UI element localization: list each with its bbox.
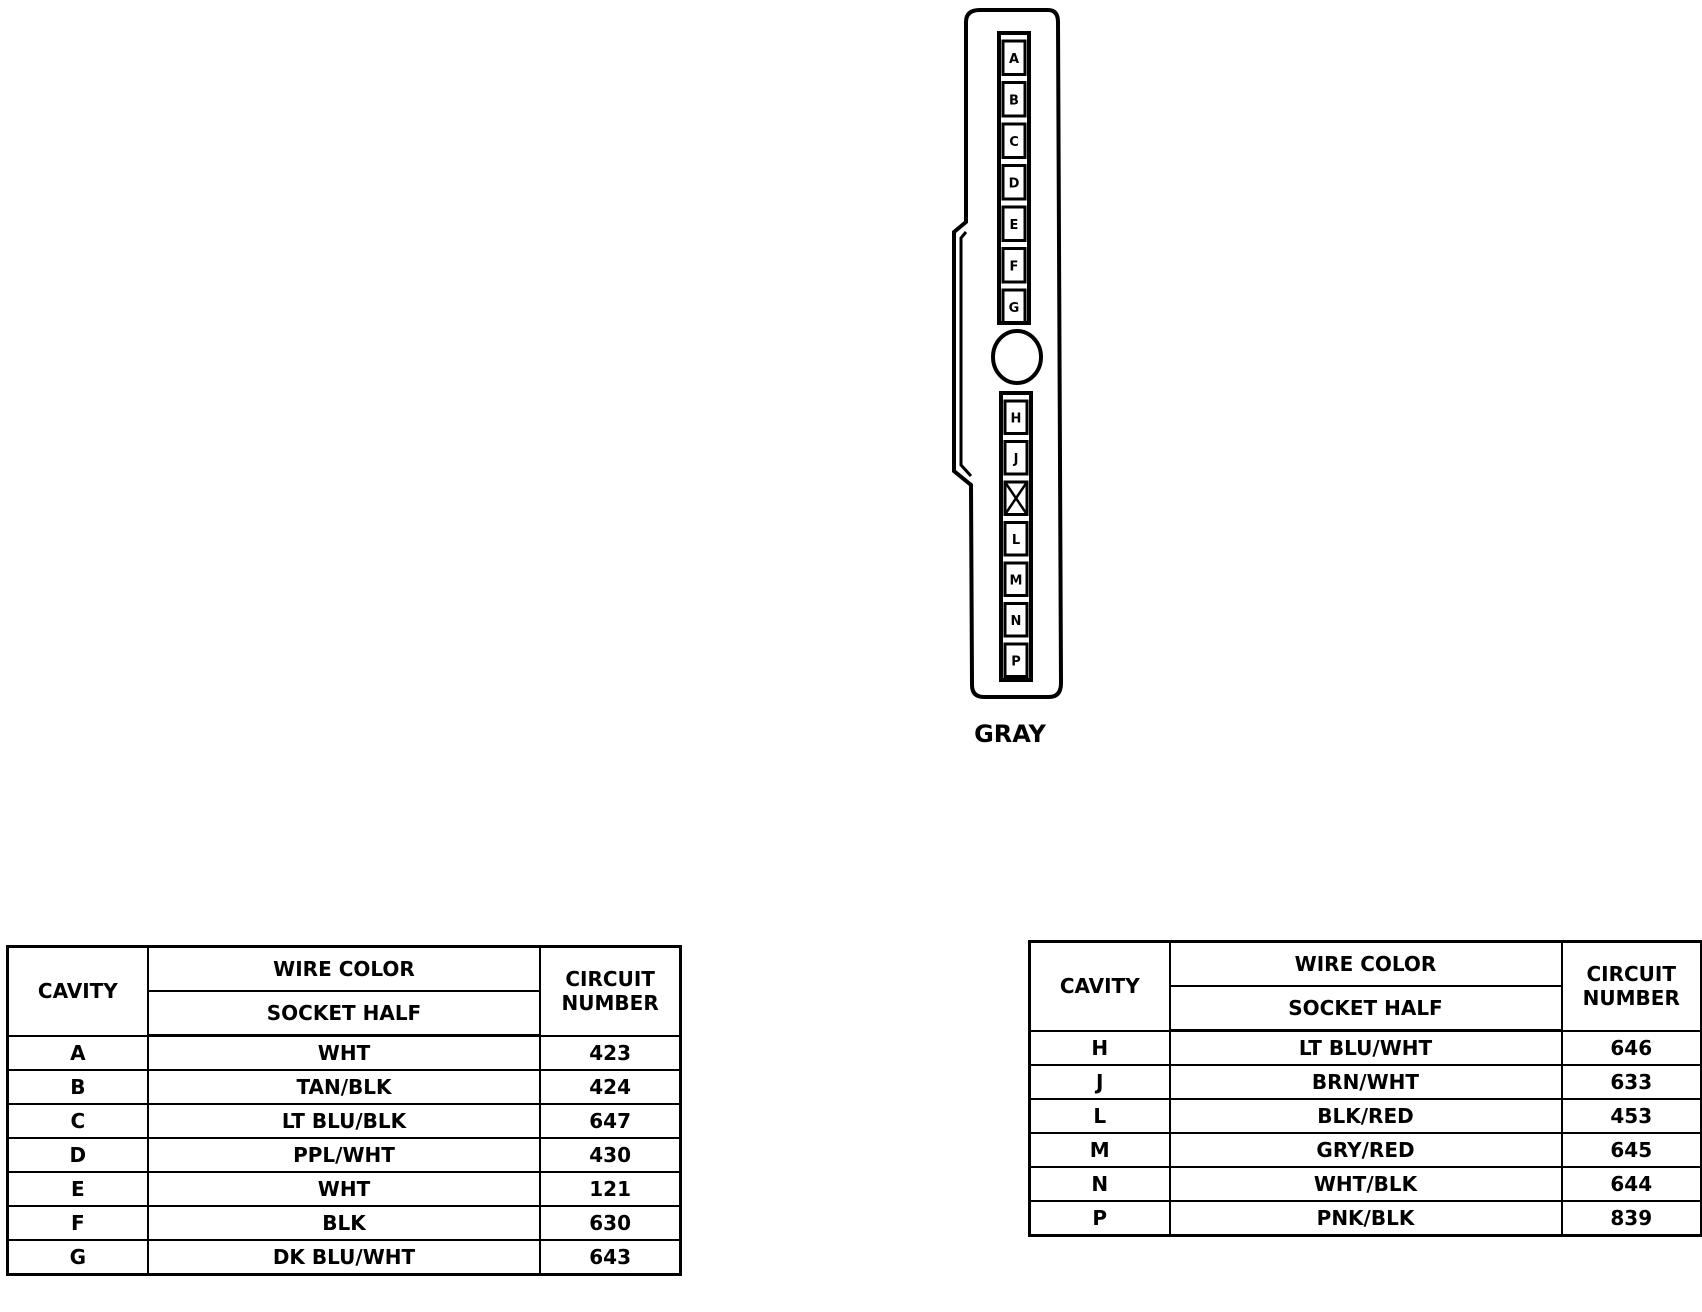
circuit-header-line2: NUMBER <box>1582 986 1680 1011</box>
wire-color-cell: DK BLU/WHT <box>148 1240 541 1275</box>
cavity-label: F <box>1009 259 1019 275</box>
table-row <box>8 1206 681 1240</box>
circuit-header-line1: CIRCUIT <box>565 967 655 992</box>
cavity-cell: J <box>1030 1065 1170 1099</box>
circuit-header-line2: NUMBER <box>561 991 659 1016</box>
circuit-number-cell: 839 <box>1562 1201 1702 1236</box>
wire-color-cell: LT BLU/WHT <box>1170 1031 1562 1066</box>
cavity-cell: G <box>8 1240 148 1275</box>
table-row <box>1030 1201 1702 1236</box>
cavity-cell: M <box>1030 1133 1170 1167</box>
wire-color-cell: GRY/RED <box>1170 1133 1562 1167</box>
table-row <box>1030 1133 1702 1167</box>
cavity-label: C <box>1009 134 1019 150</box>
wire-color-cell: BLK/RED <box>1170 1099 1562 1133</box>
unused-cavity-mark <box>1005 482 1027 515</box>
connector-latch <box>961 232 971 476</box>
circuit-number-cell: 423 <box>540 1036 680 1071</box>
cavity-cell: H <box>1030 1031 1170 1066</box>
circuit-number-cell: 453 <box>1562 1099 1702 1133</box>
table-row <box>8 1138 681 1172</box>
circuit-number-header <box>540 947 680 1036</box>
circuit-number-cell: 646 <box>1562 1031 1702 1066</box>
table-row <box>8 1036 681 1071</box>
circuit-number-cell: 430 <box>540 1138 680 1172</box>
table-row <box>8 1172 681 1206</box>
cavity-cell: D <box>8 1138 148 1172</box>
cavity-cell: N <box>1030 1167 1170 1201</box>
cavity-cell: E <box>8 1172 148 1206</box>
cavity-cell: A <box>8 1036 148 1071</box>
cavity-table-left <box>6 945 682 1276</box>
table-row <box>1030 1099 1702 1133</box>
cavity-header: CAVITY <box>1030 942 1170 1031</box>
cavity-header: CAVITY <box>8 947 148 1036</box>
table-row <box>1030 1167 1702 1201</box>
connector-housing <box>954 10 1061 697</box>
table-row <box>8 1240 681 1275</box>
cavity-label: A <box>1008 51 1020 67</box>
wire-color-cell: TAN/BLK <box>148 1070 541 1104</box>
table-row <box>8 1070 681 1104</box>
wire-color-cell: BRN/WHT <box>1170 1065 1562 1099</box>
socket-half-header: SOCKET HALF <box>148 991 541 1036</box>
cavity-cell: C <box>8 1104 148 1138</box>
wire-color-cell: BLK <box>148 1206 541 1240</box>
cavity-cell: B <box>8 1070 148 1104</box>
cavity-label: E <box>1009 217 1019 233</box>
wire-color-cell: WHT/BLK <box>1170 1167 1562 1201</box>
wire-color-cell: LT BLU/BLK <box>148 1104 541 1138</box>
circuit-number-header <box>1562 942 1702 1031</box>
cavity-label: J <box>1013 451 1019 467</box>
socket-half-header: SOCKET HALF <box>1170 986 1562 1031</box>
wire-color-cell: PNK/BLK <box>1170 1201 1562 1236</box>
cavity-label: D <box>1008 176 1020 192</box>
wire-color-cell: PPL/WHT <box>148 1138 541 1172</box>
circuit-number-cell: 424 <box>540 1070 680 1104</box>
cavity-label: L <box>1011 532 1021 548</box>
cavity-label: G <box>1008 300 1020 316</box>
circuit-number-cell: 647 <box>540 1104 680 1138</box>
wire-color-cell: WHT <box>148 1172 541 1206</box>
table-row <box>1030 1065 1702 1099</box>
connector-color-label: GRAY <box>974 720 1046 748</box>
cavity-table-right <box>1028 940 1702 1237</box>
cavity-label: N <box>1010 613 1022 629</box>
table-row <box>1030 1031 1702 1066</box>
wire-color-header: WIRE COLOR <box>148 947 541 992</box>
cavity-cell: F <box>8 1206 148 1240</box>
circuit-number-cell: 630 <box>540 1206 680 1240</box>
cavity-label: P <box>1011 654 1021 670</box>
cavity-cell: L <box>1030 1099 1170 1133</box>
wire-color-cell: WHT <box>148 1036 541 1071</box>
circuit-number-cell: 644 <box>1562 1167 1702 1201</box>
circuit-number-cell: 643 <box>540 1240 680 1275</box>
cavity-label: B <box>1009 93 1019 109</box>
circuit-number-cell: 645 <box>1562 1133 1702 1167</box>
cavity-label: M <box>1009 573 1023 589</box>
circuit-number-cell: 121 <box>540 1172 680 1206</box>
key-hole <box>993 331 1041 383</box>
cavity-cell: P <box>1030 1201 1170 1236</box>
cavity-label: H <box>1010 411 1022 427</box>
circuit-header-line1: CIRCUIT <box>1586 962 1677 987</box>
circuit-number-cell: 633 <box>1562 1065 1702 1099</box>
wire-color-header: WIRE COLOR <box>1170 942 1562 987</box>
table-row <box>8 1104 681 1138</box>
